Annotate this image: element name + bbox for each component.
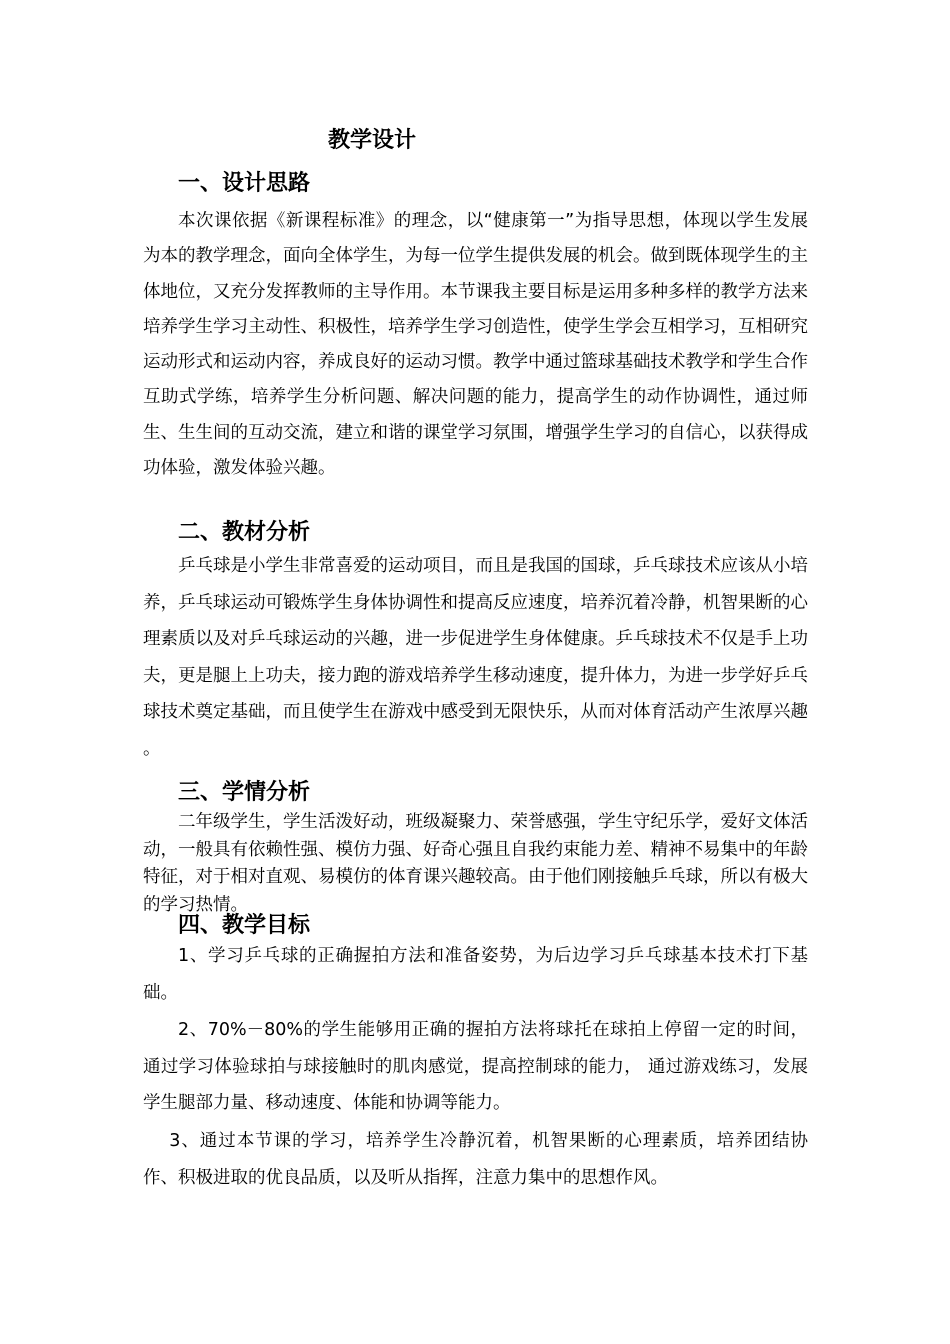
document-title: 教学设计	[328, 128, 417, 153]
section-body-student-analysis: 二年级学生，学生活泼好动，班级凝聚力、荣誉感强，学生守纪乐学，爱好文体活动，一般具有依赖性强、模仿力强、好奇心强且自我约束能力差、精神不易集中的年龄特征，对于相对直观、易模仿的体育课兴趣较高。由于他们刚接触乒乓球，所以有极大的学习热情。	[143, 812, 808, 915]
section-heading-student-analysis: 三、学情分析	[178, 780, 311, 805]
objective-item-2: 2、70%－80%的学生能够用正确的握拍方法将球托在球拍上停留一定的时间，通过学习体验球拍与球接触时的肌肉感觉，提高控制球的能力， 通过游戏练习，发展学生腿部力量、移动速度、体能和协调等能力。	[143, 1020, 808, 1113]
section-heading-design-approach: 一、设计思路	[178, 171, 311, 196]
objective-item-3: 3、通过本节课的学习，培养学生冷静沉着，机智果断的心理素质，培养团结协作、积极进取的优良品质，以及听从指挥，注意力集中的思想作风。	[143, 1131, 808, 1188]
section-heading-teaching-objectives: 四、教学目标	[178, 913, 311, 938]
objective-item-1: 1、学习乒乓球的正确握拍方法和准备姿势，为后边学习乒乓球基本技术打下基础。	[143, 946, 808, 1003]
section-body-design-approach: 本次课依据《新课程标准》的理念，以“健康第一”为指导思想，体现以学生发展为本的教学理念，面向全体学生，为每一位学生提供发展的机会。做到既体现学生的主体地位，又充分发挥教师的主导作用。本节课我主要目标是运用多种多样的教学方法来培养学生学习主动性、积极性，培养学生学习创造性，使学生学会互相学习，互相研究运动形式和运动内容，养成良好的运动习惯。教学中通过篮球基础技术教学和学生合作互助式学练，培养学生分析问题、解决问题的能力，提高学生的动作协调性，通过师生、生生间的互动交流，建立和谐的课堂学习氛围，增强学生学习的自信心，以获得成功体验，激发体验兴趣。	[143, 211, 808, 479]
section-body-material-analysis: 乒乓球是小学生非常喜爱的运动项目，而且是我国的国球，乒乓球技术应该从小培养，乒乓球运动可锻炼学生身体协调性和提高反应速度，培养沉着冷静，机智果断的心理素质以及对乒乓球运动的兴趣，进一步促进学生身体健康。乒乓球技术不仅是手上功夫，更是腿上上功夫，接力跑的游戏培养学生移动速度，提升体力，为进一步学好乒乓球技术奠定基础，而且使学生在游戏中感受到无限快乐，从而对体育活动产生浓厚兴趣 。	[143, 556, 808, 759]
section-heading-material-analysis: 二、教材分析	[178, 520, 311, 545]
